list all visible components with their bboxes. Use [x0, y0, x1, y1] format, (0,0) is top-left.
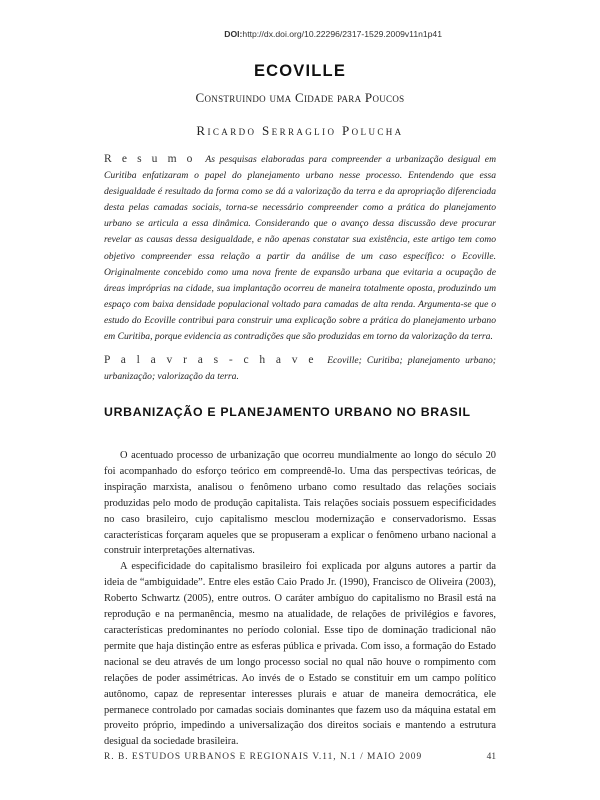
- journal-citation: R. B. ESTUDOS URBANOS E REGIONAIS V.11, N.1 / MAIO 2009: [104, 752, 423, 762]
- abstract-label: R e s u m o: [104, 153, 196, 165]
- body-text: [104, 448, 496, 750]
- article-subtitle: Construindo uma Cidade para Poucos: [195, 90, 405, 105]
- page-number: 41: [486, 752, 496, 762]
- keywords-block: [104, 352, 496, 385]
- body-paragraph: A especificidade do capitalismo brasileiro foi explicada por alguns autores a partir da ideia de “ambiguidade”. Entre eles estão Caio Prado Jr. (1990), Francisco de Oliveira (2003), Roberto Schwartz (2005), entre outros. O caráter ambíguo do capitalismo no Brasil está na reprodução e na permanência, mesmo na atualidade, de relações de privilégios e favores, características predominantes no período colonial. Esse tipo de dominação tradicional não permite que haja distinção entre as esferas pública e privada. Com isso, a formação do Estado nacional se deu através de um longo processo social no qual não houve o rompimento com relações de poder assimétricas. Ao invés de o Estado se constituir em um campo político autônomo, capaz de representar interesses plurais e atuar de maneira democrática, ele permanece controlado por camadas sociais dominantes que fazem uso da máquina estatal em proveito próprio, impedindo a universalização dos direitos sociais e mantendo a estrutura desigual da sociedade brasileira.: [104, 561, 496, 748]
- doi-label: DOI:: [224, 29, 243, 39]
- abstract-text: As pesquisas elaboradas para compreender a urbanização desigual em Curitiba enfatizaram o papel do planejamento urbano nesse processo. Entendendo que essa desigualdade é resultado da forma como se dá a valorização da terra e da apropriação diferenciada desta pelas camadas sociais, torna-se necessário compreender como a prática do planejamento urbano se articula a essa dinâmica. Considerando que o avanço dessa discussão deve procurar revelar as causas dessa desigualdade, e não apenas constatar sua existência, este artigo tem como objetivo compreender essa relação a partir da análise de um caso específico: o Ecoville. Originalmente concebido como uma nova frente de expansão urbana que evitaria a ocupação de áreas impróprias na cidade, sua implantação ocorreu de maneira totalmente oposta, produzindo um espaço com baixa densidade populacional voltado para camadas de alta renda. Argumenta-se que o estudo do Ecoville contribui para construir uma explicação sobre a prática do planejamento urbano em Curitiba, porque evidencia as contradições que são produzidas em torno da valorização da terra.: [104, 154, 496, 343]
- section-heading: URBANIZAÇÃO E PLANEJAMENTO URBANO NO BRASIL: [104, 405, 471, 419]
- doi-line: [224, 29, 442, 39]
- abstract-block: [104, 151, 496, 345]
- keywords-label: P a l a v r a s - c h a v e: [104, 354, 317, 366]
- article-title: ECOVILLE: [253, 62, 347, 80]
- author-name: Ricardo Serraglio Polucha: [196, 123, 404, 138]
- keywords-text: Ecoville; Curitiba; planejamento urbano; urbanização; valorização da terra.: [104, 355, 497, 383]
- doi-link[interactable]: http://dx.doi.org/10.22296/2317-1529.2009v11n1p41: [242, 29, 442, 39]
- body-paragraph: O acentuado processo de urbanização que ocorreu mundialmente ao longo do século 20 foi acompanhado do esforço teórico em compreendê-lo. Uma das perspectivas teóricas, de inspiração marxista, analisou o fenômeno urbano como resultado das relações sociais produzidas pelo modo de produção capitalista. Tais relações sociais possuem especificidades no caso brasileiro, cujo capitalismo mesclou modernização e conservadorismo. Essas características forçaram aqueles que se propuseram a explicar o fenômeno urbano nacional a construir interpretações alternativas.: [104, 450, 496, 557]
